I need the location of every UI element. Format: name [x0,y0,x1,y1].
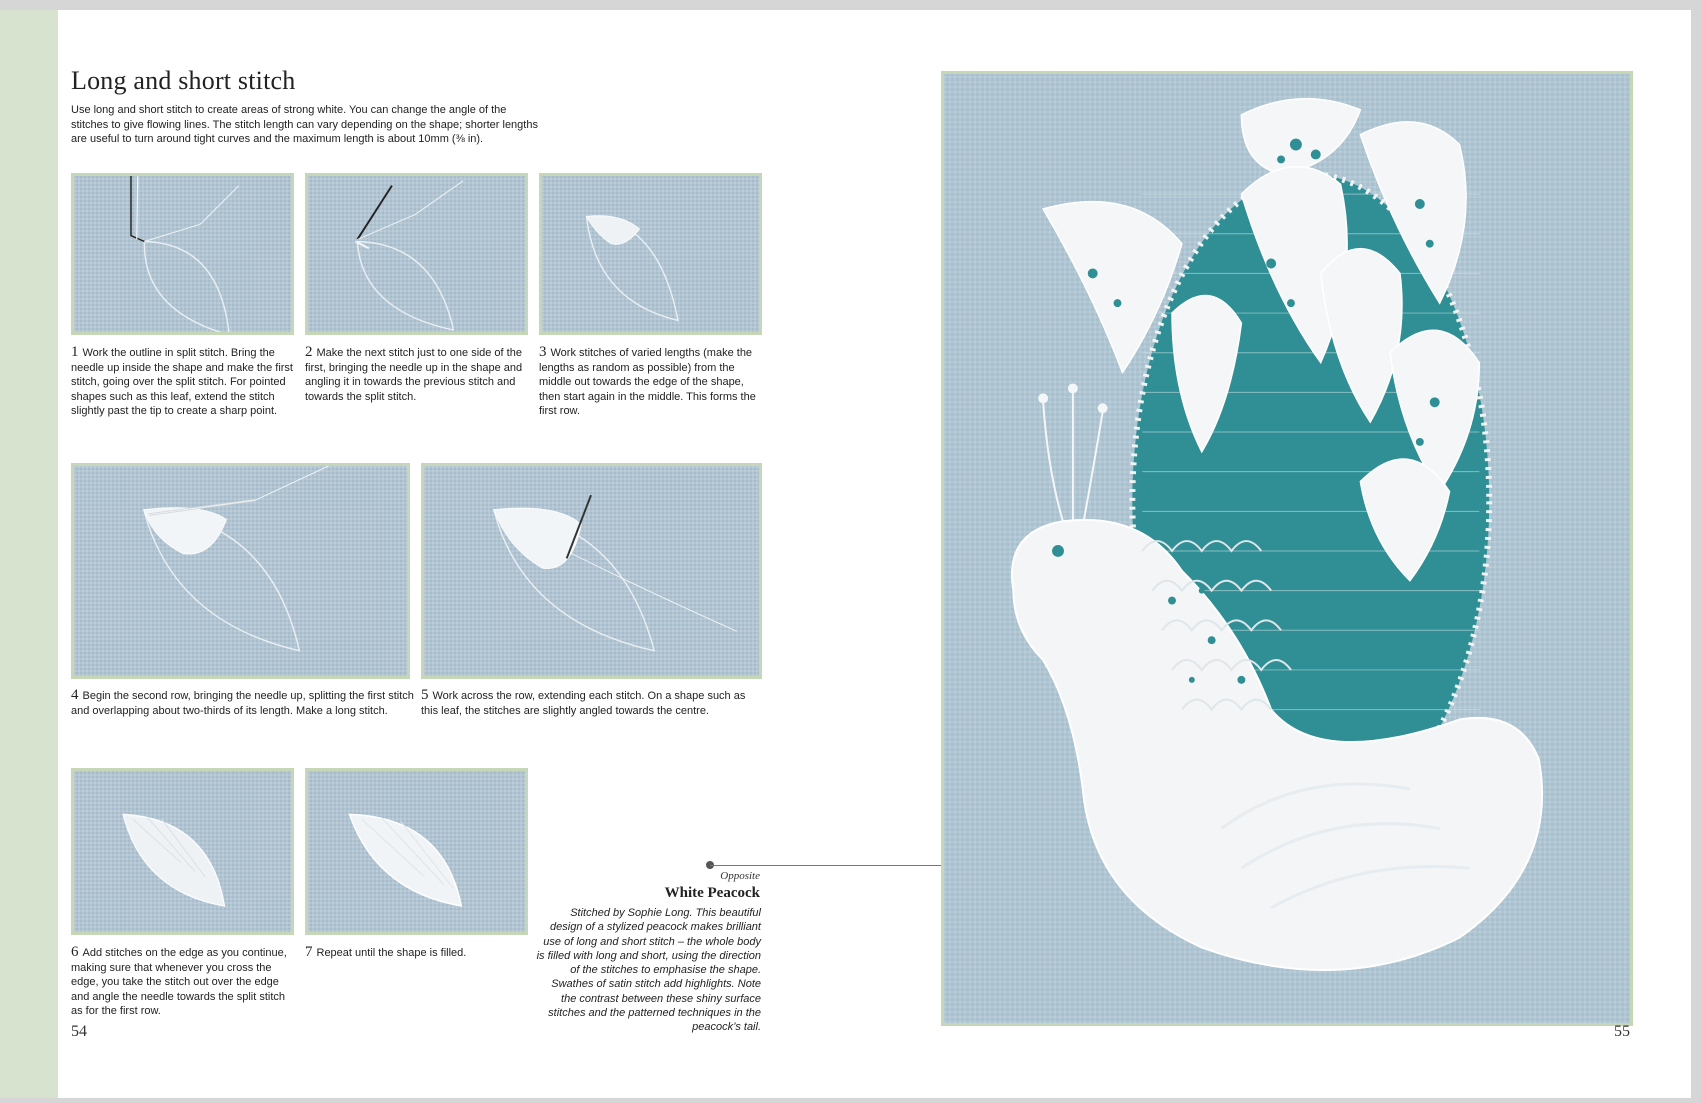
step-2-caption [305,345,527,404]
step-3-caption [539,345,761,419]
caption-text: Stitched by Sophie Long. This beautiful design of a stylized peacock makes brilliant use of long and short stitch – the whole body is filled with long and short, using the direction of the stitches to emphasise the shape. Swathes of satin stitch add highlights. Note the contrast between these shiny surface stitches and the patterned techniques in the peacock’s tail. [536,907,761,1034]
step-number: 4 [71,687,79,703]
step-number: 5 [421,687,429,703]
step-6-photo [71,768,294,935]
page-edge-strip [0,10,58,1098]
page-title: Long and short stitch [71,66,296,95]
step-number: 2 [305,344,313,360]
step-number: 3 [539,344,547,360]
step-text: Add stitches on the edge as you continue, making sure that whenever you cross the edge, you take the stitch out over the edge and angle the needle towards the split stitch as for the first row. [71,947,287,1017]
step-number: 6 [71,944,79,960]
caption-label: Opposite [720,870,760,882]
step-5-caption [421,688,761,718]
step-1-photo [71,173,294,335]
step-4-caption [71,688,416,718]
step-text: Make the next stitch just to one side of the first, bringing the needle up in the shape and angling it in towards the previous stitch and towards the split stitch. [305,347,523,403]
step-text: Repeat until the shape is filled. [316,947,467,959]
callout-leader-line [710,865,942,866]
step-4-photo [71,463,410,679]
step-text: Work across the row, extending each stitch. On a shape such as this leaf, the stitches are slightly angled towards the centre. [421,690,746,717]
step-6-caption [71,945,293,1019]
white-peacock-photo [941,71,1633,1026]
step-text: Work the outline in split stitch. Bring the needle up inside the shape and make the first stitch, going over the split stitch. For pointed shapes such as this leaf, extend the stitch slightly past the tip to create a sharp point. [71,347,293,417]
intro-paragraph: Use long and short stitch to create areas of strong white. You can change the angle of the stitches to give flowing lines. The stitch length can vary depending on the shape; shorter lengths are useful to turn around tight curves and the maximum length is about 10mm (⅜ in). [71,104,538,145]
page-number-left: 54 [71,1023,87,1040]
step-number: 1 [71,344,79,360]
step-3-photo [539,173,762,335]
step-2-photo [305,173,528,335]
step-number: 7 [305,944,313,960]
step-7-caption [305,945,527,961]
step-text: Work stitches of varied lengths (make the lengths as random as possible) from the middle out towards the edge of the shape, then start again in the middle. This forms the first row. [539,347,756,417]
step-text: Begin the second row, bringing the needle up, splitting the first stitch and overlapping about two-thirds of its length. Make a long stitch. [71,690,414,717]
step-1-caption [71,345,293,419]
step-7-photo [305,768,528,935]
caption-title: White Peacock [664,885,760,901]
page-number-right: 55 [1614,1023,1630,1040]
step-5-photo [421,463,762,679]
